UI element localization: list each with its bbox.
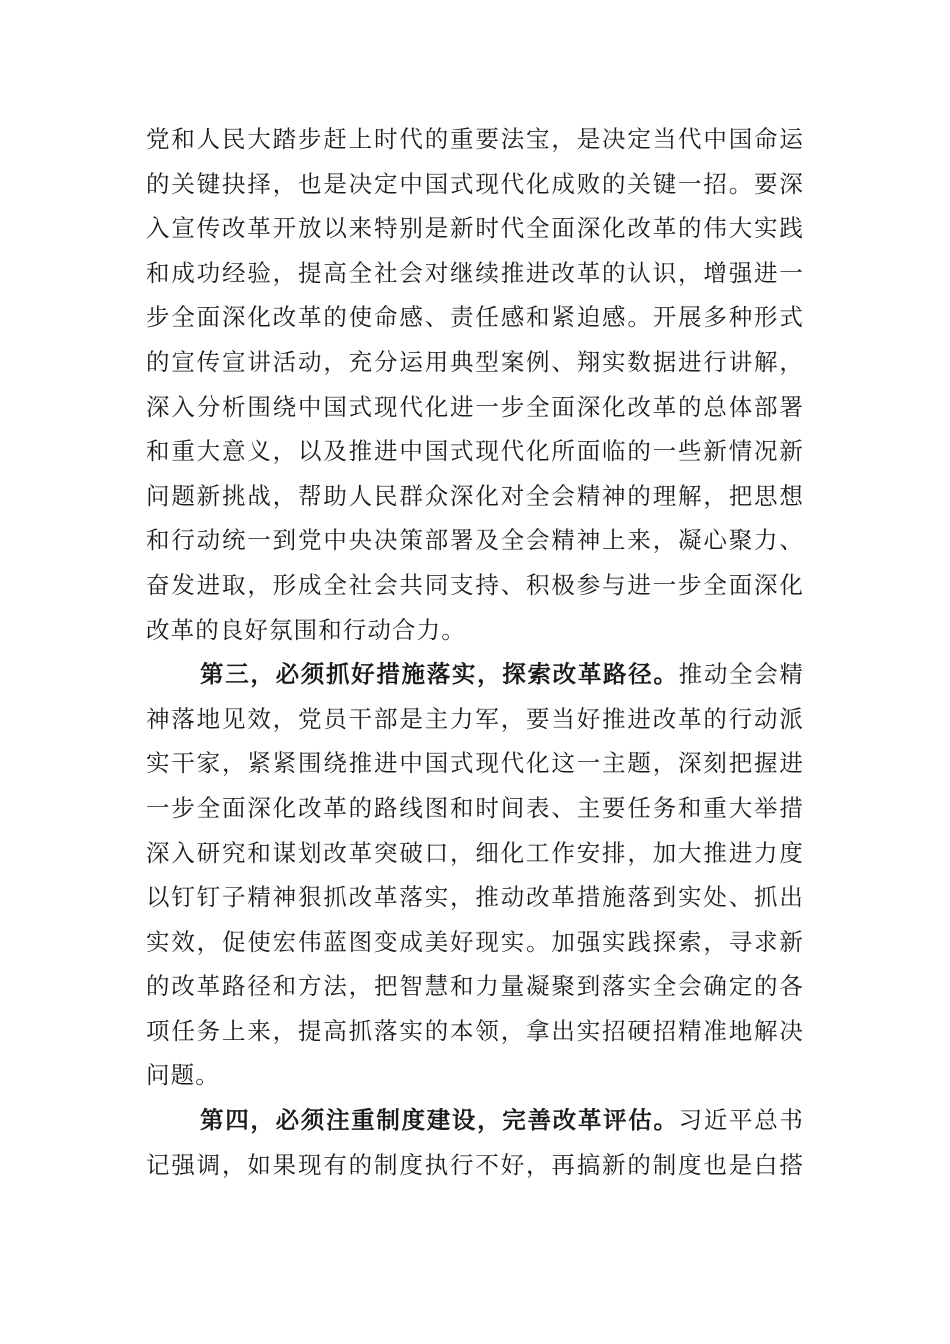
paragraph-heading: 第三，必须抓好措施落实，探索改革路径。 (200, 660, 679, 689)
paragraph-first-line (146, 1098, 804, 1143)
text-line: 一步全面深化改革的路线图和时间表、主要任务和重大举措 (146, 793, 804, 822)
text-line: 党和人民大踏步赶上时代的重要法宝，是决定当代中国命运 (146, 125, 804, 153)
text-line: 的改革路径和方法，把智慧和力量凝聚到落实全会确定的各 (146, 972, 804, 1001)
text-line: 和成功经验，提高全社会对继续推进改革的认识，增强进一 (146, 258, 804, 287)
text-line: 和重大意义，以及推进中国式现代化所面临的一些新情况新 (146, 437, 804, 466)
text-line: 深入分析围绕中国式现代化进一步全面深化改革的总体部署 (146, 392, 804, 421)
text-line: 步全面深化改革的使命感、责任感和紧迫感。开展多种形式 (146, 303, 804, 332)
paragraph-heading: 第四，必须注重制度建设，完善改革评估。 (200, 1106, 679, 1135)
text-run: 习近平总书 (678, 1106, 804, 1135)
text-line: 奋发进取，形成全社会共同支持、积极参与进一步全面深化 (146, 570, 804, 599)
text-line: 实干家，紧紧围绕推进中国式现代化这一主题，深刻把握进 (146, 749, 804, 778)
text-line: 项任务上来，提高抓落实的本领，拿出实招硬招精准地解决 (146, 1016, 804, 1045)
text-line: 记强调，如果现有的制度执行不好，再搞新的制度也是白搭 (146, 1150, 804, 1179)
text-line: 入宣传改革开放以来特别是新时代全面深化改革的伟大实践 (146, 214, 804, 243)
document-body (146, 117, 804, 1187)
text-line: 实效，促使宏伟蓝图变成美好现实。加强实践探索，寻求新 (146, 927, 804, 956)
paragraph-first-line (146, 652, 804, 697)
text-line: 的宣传宣讲活动，充分运用典型案例、翔实数据进行讲解， (146, 347, 804, 376)
paragraph-3 (146, 1098, 804, 1187)
paragraph-2 (146, 652, 804, 1098)
paragraph-1 (146, 117, 804, 652)
text-line: 问题新挑战，帮助人民群众深化对全会精神的理解，把思想 (146, 481, 804, 510)
text-line: 深入研究和谋划改革突破口，细化工作安排，加大推进力度 (146, 838, 804, 867)
text-run: 推动全会精 (678, 660, 804, 689)
text-line: 神落地见效，党员干部是主力军，要当好推进改革的行动派 (146, 704, 804, 733)
text-line: 和行动统一到党中央决策部署及全会精神上来，凝心聚力、 (146, 526, 804, 555)
text-line: 改革的良好氛围和行动合力。 (146, 615, 466, 644)
text-line: 以钉钉子精神狠抓改革落实，推动改革措施落到实处、抓出 (146, 883, 804, 912)
text-line: 的关键抉择，也是决定中国式现代化成败的关键一招。要深 (146, 169, 804, 198)
text-line: 问题。 (146, 1061, 220, 1090)
